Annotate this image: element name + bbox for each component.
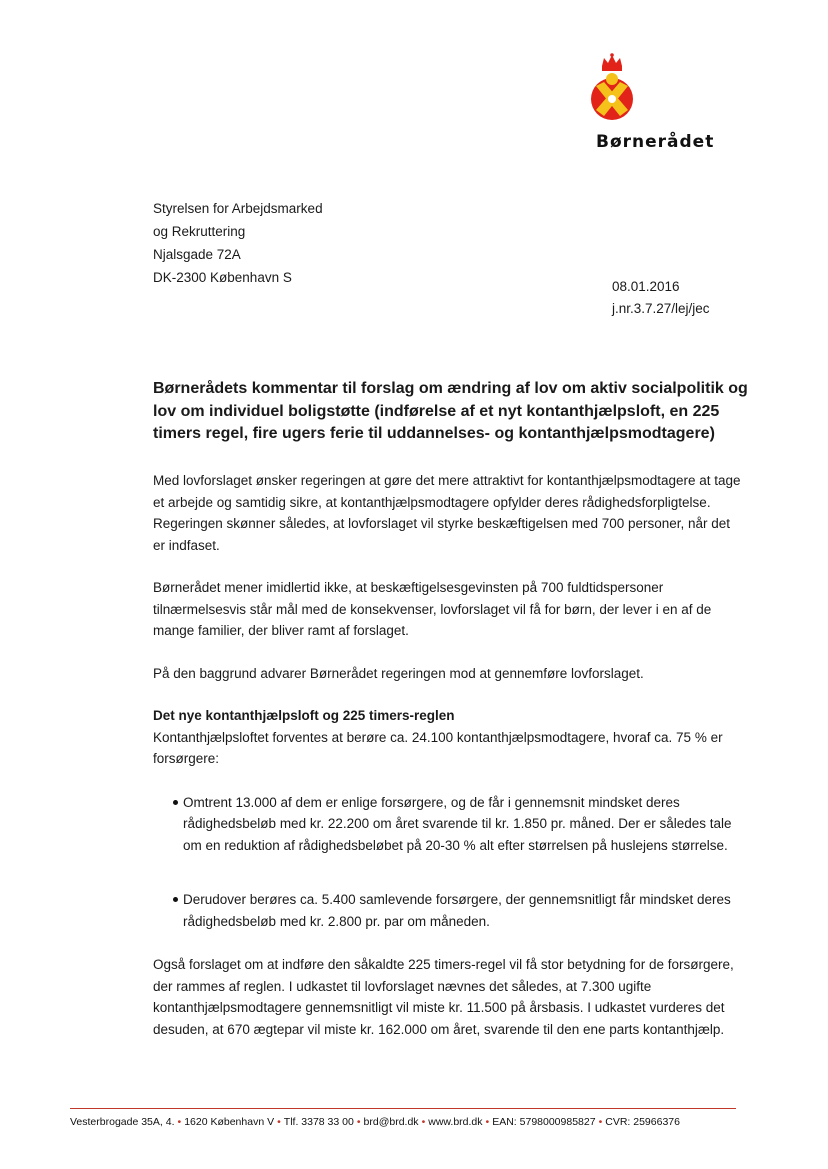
- recipient-address: [153, 197, 323, 289]
- section-heading: Det nye kontanthjælpsloft og 225 timers-reglen: [153, 708, 455, 723]
- body-paragraph: Med lovforslaget ønsker regeringen at gøre det mere attraktivt for kontanthjælpsmodtagere at tage et arbejde og samtidig sikre, at kontanthjælpsmodtagere opfylder deres rådighedsforpligtelse. Regeringen skønner således, at lovforslaget vil styrke beskæftigelsen med 700 personer, når det er indfaset.: [153, 473, 741, 553]
- letter-date: 08.01.2016: [612, 279, 680, 294]
- brand-name: Børnerådet: [596, 132, 715, 152]
- footer-ean: EAN: 5798000985827: [492, 1116, 596, 1128]
- footer-city: 1620 København V: [184, 1116, 275, 1128]
- footer-cvr: CVR: 25966376: [605, 1116, 680, 1128]
- closing-paragraph: Også forslaget om at indføre den såkaldte 225 timers-regel vil få stor betydning for de forsørgere, der rammes af reglen. I udkastet til lovforslaget nævnes det således, at 7.300 ugifte kontanthjælpsmodtagere gennemsnitligt vil miste kr. 11.500 på årsbasis. I udkastet vurderes det desuden, at 670 ægtepar vil miste kr. 162.000 om året, svarende til den ene parts kontanthjælp.: [153, 957, 734, 1037]
- footer-phone: Tlf. 3378 33 00: [283, 1116, 354, 1128]
- separator-dot-icon: •: [177, 1116, 182, 1128]
- body-paragraph: Børnerådet mener imidlertid ikke, at beskæftigelsesgevinsten på 700 fuldtidspersoner tilnærmelsesvis står mål med de konsekvenser, lovforslaget vil få for børn, der lever i en af de mange familier, der bliver ramt af forslaget.: [153, 580, 712, 638]
- borneradet-logo-icon: [582, 52, 642, 122]
- separator-dot-icon: •: [356, 1116, 361, 1128]
- letter-meta: [612, 276, 710, 320]
- document-title: Børnerådets kommentar til forslag om ændring af lov om aktiv socialpolitik og lov om individuel boligstøtte (indførelse af et nyt kontanthjælpsloft, en 225 timers regel, fire ugers ferie til uddannelses- og kontanthjælpsmodtagere): [153, 380, 748, 442]
- list-item-text: Derudover berøres ca. 5.400 samlevende forsørgere, der gennemsnitligt får mindsket deres rådighedsbeløb med kr. 2.800 pr. par om måneden.: [183, 892, 731, 929]
- address-line: Njalsgade 72A: [153, 247, 241, 262]
- list-item-text: Omtrent 13.000 af dem er enlige forsørgere, og de får i gennemsnit mindsket deres rådighedsbeløb med kr. 22.200 om året svarende til kr. 1.850 pr. måned. Der er således tale om en reduktion af rådighedsbeløbet på 20-30 % alt efter størrelsen på huslejens størrelse.: [183, 794, 732, 853]
- crown-icon: [602, 53, 622, 71]
- footer-address: Vesterbrogade 35A, 4.: [70, 1116, 175, 1128]
- address-line: DK-2300 København S: [153, 270, 292, 285]
- section-intro: Kontanthjælpsloftet forventes at berøre ca. 24.100 kontanthjælpsmodtagere, hvoraf ca. 75 % er forsørgere:: [153, 729, 723, 766]
- footer-divider: [70, 1108, 736, 1109]
- bullet-list: [153, 792, 745, 933]
- address-line: Styrelsen for Arbejdsmarked: [153, 201, 323, 216]
- footer: [70, 1116, 750, 1128]
- bullet-icon: [173, 800, 178, 805]
- bullet-icon: [173, 897, 178, 902]
- separator-dot-icon: •: [421, 1116, 426, 1128]
- body-paragraph: På den baggrund advarer Børnerådet regeringen mod at gennemføre lovforslaget.: [153, 665, 644, 681]
- separator-dot-icon: •: [485, 1116, 490, 1128]
- separator-dot-icon: •: [598, 1116, 603, 1128]
- list-item: [153, 792, 745, 857]
- separator-dot-icon: •: [277, 1116, 281, 1128]
- footer-email[interactable]: brd@brd.dk: [363, 1116, 419, 1128]
- address-line: og Rekruttering: [153, 224, 246, 239]
- document-body: [153, 470, 745, 1061]
- journal-number: j.nr.3.7.27/lej/jec: [612, 301, 710, 316]
- list-item: [153, 889, 745, 932]
- footer-website[interactable]: www.brd.dk: [428, 1116, 483, 1128]
